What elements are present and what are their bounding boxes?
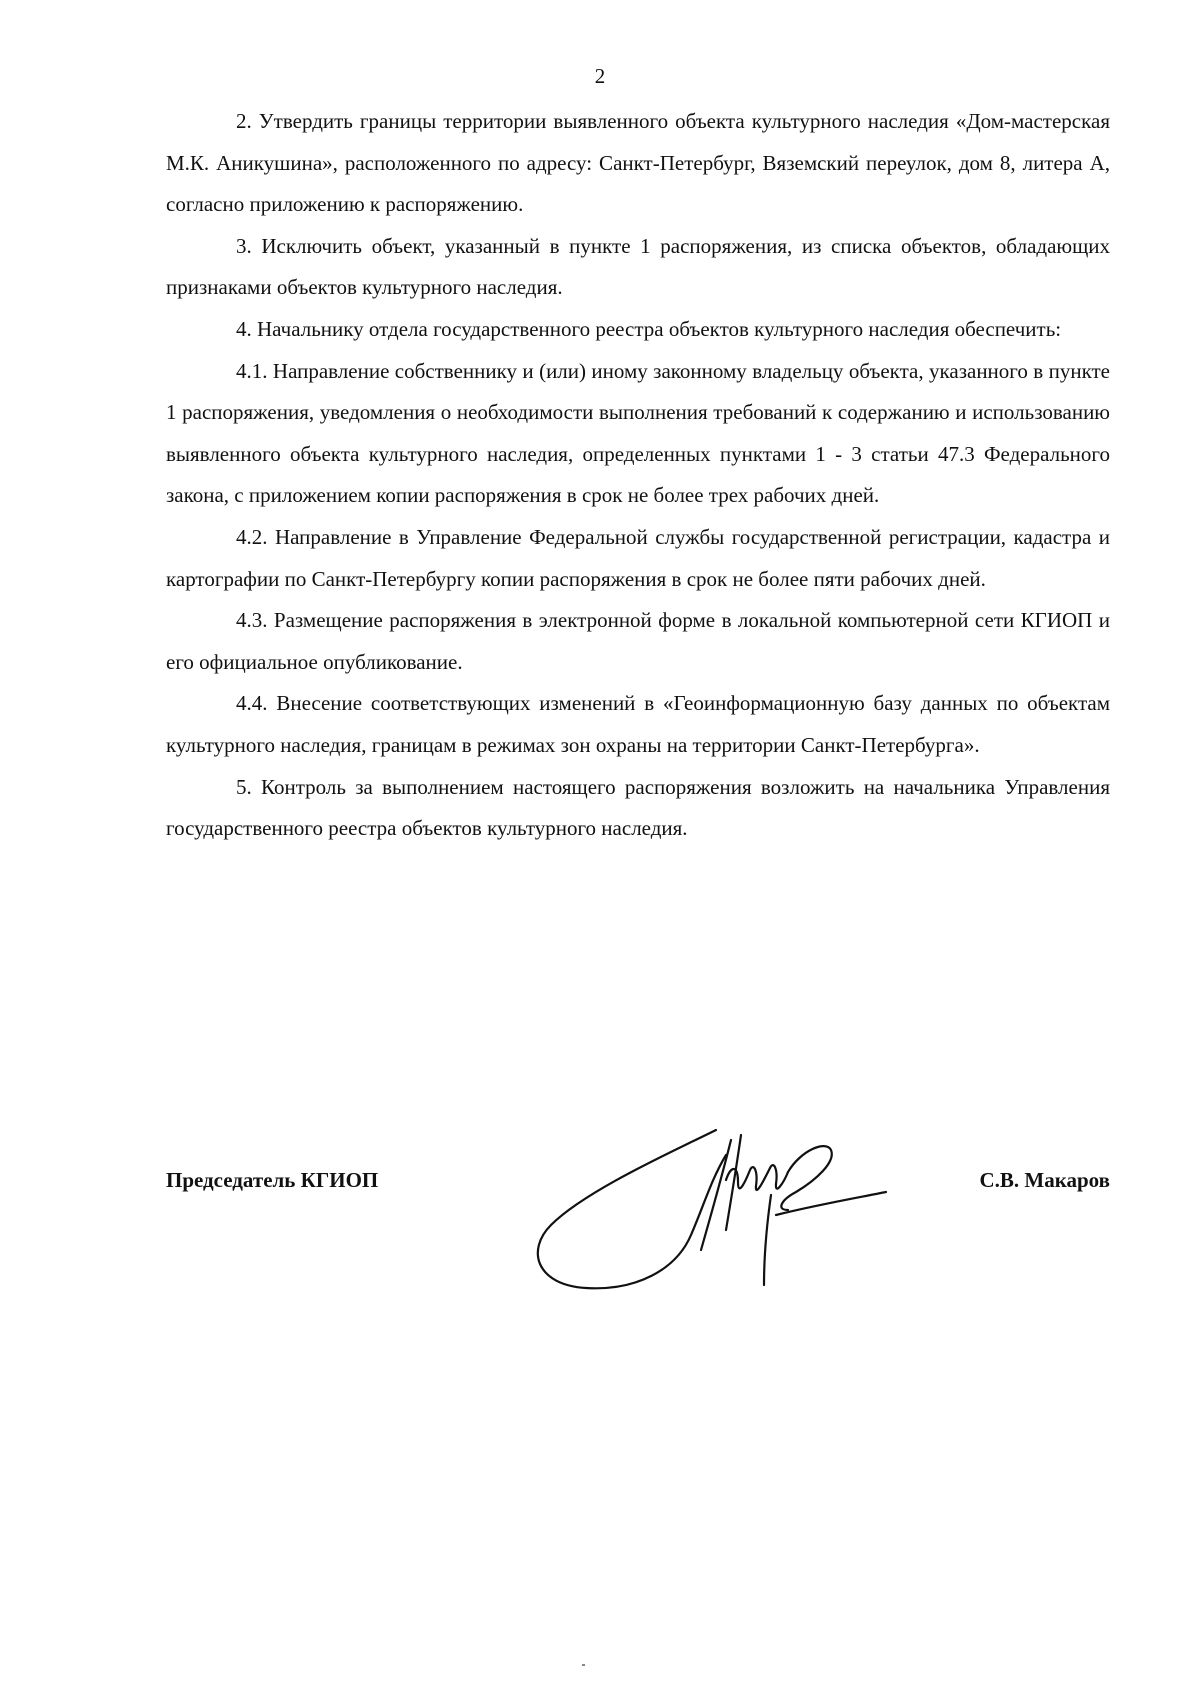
paragraph-4-1: 4.1. Направление собственнику и (или) иному законному владельцу объекта, указанного в пункте 1 распоряжения, уведомления о необходимости выполнения требований к содержанию и использованию выявленного объекта культурного наследия, определенных пунктами 1 - 3 статьи 47.3 Федерального закона, с приложением копии распоряжения в срок не более трех рабочих дней. <box>166 358 1110 508</box>
paragraph-4: 4. Начальнику отдела государственного реестра объектов культурного наследия обеспечить: <box>236 316 1062 341</box>
scan-speck <box>582 1664 585 1666</box>
signature-block <box>166 1150 1110 1300</box>
signatory-position: Председатель КГИОП <box>166 1168 379 1192</box>
paragraph-4-4: 4.4. Внесение соответствующих изменений в «Геоинформационную базу данных по объектам культурного наследия, границам в режимах зон охраны на территории Санкт-Петербурга». <box>166 691 1110 757</box>
page-number: 2 <box>594 64 606 88</box>
handwritten-signature <box>526 1120 896 1300</box>
paragraph-2: 2. Утвердить границы территории выявленного объекта культурного наследия «Дом-мастерская М.К. Аникушина», расположенного по адресу: Санкт-Петербург, Вяземский переулок, дом 8, литера А, согласно приложению к распоряжению. <box>166 109 1110 217</box>
paragraph-4-3: 4.3. Размещение распоряжения в электронной форме в локальной компьютерной сети КГИОП и его официальное опубликование. <box>166 608 1110 674</box>
document-body <box>166 101 1110 850</box>
paragraph-4-2: 4.2. Направление в Управление Федеральной службы государственной регистрации, кадастра и картографии по Санкт-Петербургу копии распоряжения в срок не более пяти рабочих дней. <box>166 524 1110 591</box>
signatory-name: С.В. Макаров <box>979 1168 1110 1192</box>
paragraph-5: 5. Контроль за выполнением настоящего распоряжения возложить на начальника Управления государственного реестра объектов культурного наследия. <box>166 774 1110 841</box>
paragraph-3: 3. Исключить объект, указанный в пункте 1 распоряжения, из списка объектов, обладающих признаками объектов культурного наследия. <box>166 233 1110 300</box>
